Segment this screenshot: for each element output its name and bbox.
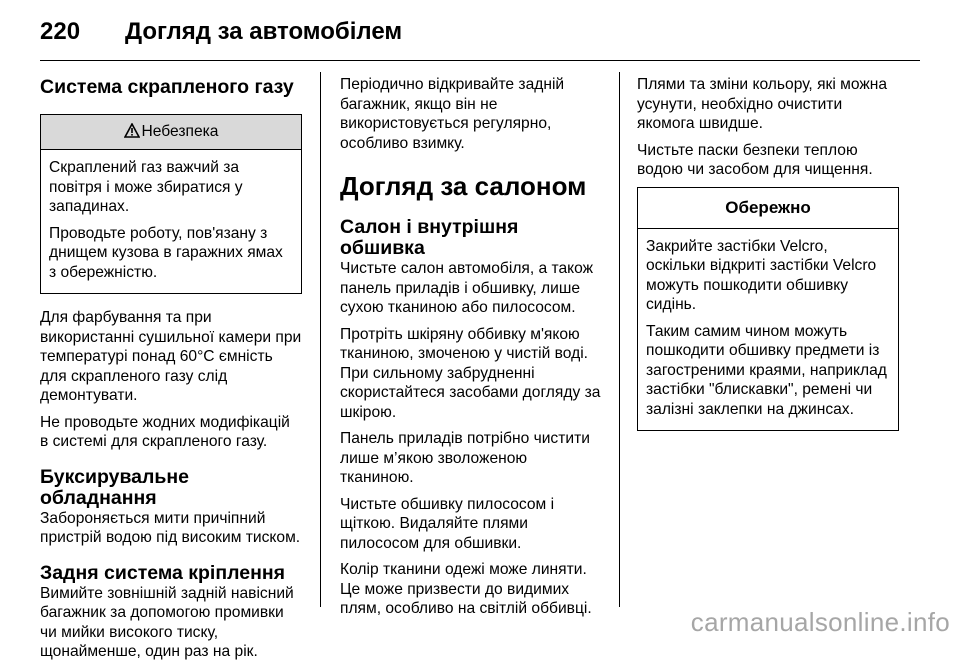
header-rule <box>40 60 920 61</box>
running-title: Догляд за автомобілем <box>125 18 403 45</box>
caution-box <box>637 187 899 432</box>
body-paragraph: Не проводьте жодних модифікацій в системі для скрапленого газу. <box>40 413 290 450</box>
danger-box <box>40 114 302 294</box>
body-paragraph: Забороняється мити причіпний пристрій водою під високим тиском. <box>40 509 301 546</box>
body-paragraph: Чистьте паски безпеки теплою водою чи засобом для чищення. <box>637 141 873 178</box>
body-paragraph: Чистьте обшивку пилососом і щіткою. Видаляйте плями пилососом для обшивки. <box>340 495 555 552</box>
column-3 <box>637 75 899 445</box>
subheading-towing: Буксирувальне обладнання <box>40 465 190 509</box>
watermark: carmanualsonline.info <box>690 607 950 637</box>
danger-box-header <box>41 115 301 150</box>
chapter-heading: Догляд за салоном <box>340 171 587 201</box>
body-paragraph: Протріть шкіряну оббивку м'якою тканиною, змоченою у чистій воді. При сильному забрудненні скористайтеся засобами догляду за шкірою. <box>340 325 601 421</box>
subheading-rear-carrier: Задня система кріплення <box>40 561 286 584</box>
caution-text: Таким самим чином можуть пошкодити обшивку предмети із загостреними краями, наприклад застібки "блискавки", ремені чи залізні заклепки на джинсах. <box>646 322 887 418</box>
body-paragraph: Вимийте зовнішній задній навісний багажник за допомогою промивки чи мийки високого тиску, щонайменше, один раз на рік. <box>40 584 294 660</box>
body-paragraph: Для фарбування та при використанні сушильної камери при температурі понад 60°C ємність для скрапленого газу слід демонтувати. <box>40 309 302 404</box>
body-paragraph: Плями та зміни кольору, які можна усунути, необхідно очистити якомога швидше. <box>637 76 888 132</box>
danger-text: Скраплений газ важчий за повітря і може збиратися у западинах. <box>49 159 243 215</box>
body-paragraph: Чистьте салон автомобіля, а також панель приладів і обшивку, лише сухою тканиною або пилососом. <box>340 260 594 316</box>
column-divider <box>320 72 321 607</box>
caution-text: Закрийте застібки Velcro, оскільки відкриті застібки Velcro можуть пошкодити обшивку сидінь. <box>646 237 877 313</box>
page-number: 220 <box>40 18 81 45</box>
section-heading: Система скрапленого газу <box>40 76 294 98</box>
column-1 <box>40 75 302 669</box>
danger-box-title: Небезпека <box>141 123 219 140</box>
column-2 <box>340 75 602 626</box>
body-paragraph: Панель приладів потрібно чистити лише м’якою зволоженою тканиною. <box>340 430 590 486</box>
column-divider <box>619 72 620 607</box>
danger-text: Проводьте роботу, пов'язану з днищем кузова в гаражних ямах з обережністю. <box>49 224 283 281</box>
body-paragraph: Колір тканини одежі може линяти. Це може призвести до видимих плям, особливо на світлій оббивці. <box>340 561 592 617</box>
body-paragraph: Періодично відкривайте задній багажник, якщо він не використовується регулярно, особливо взимку. <box>340 76 565 152</box>
subheading-interior: Салон і внутрішня обшивка <box>340 216 519 259</box>
caution-box-title: Обережно <box>638 188 898 229</box>
warning-triangle-icon <box>124 117 140 151</box>
